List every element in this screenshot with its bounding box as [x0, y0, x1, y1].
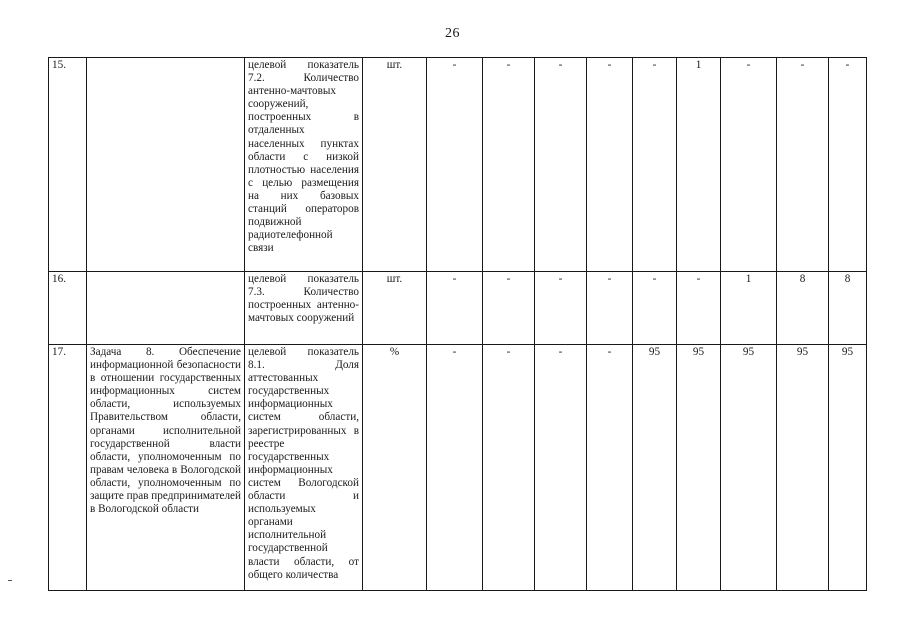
unit-cell: %	[363, 345, 427, 591]
value-cell: -	[587, 272, 633, 345]
value-cell: -	[483, 58, 535, 272]
value-cell: -	[535, 58, 587, 272]
value-cell: 95	[721, 345, 777, 591]
value-cell: -	[633, 58, 677, 272]
value-cell: -	[829, 58, 867, 272]
value-cell: -	[483, 345, 535, 591]
value-cell: -	[535, 345, 587, 591]
value-cell: 95	[777, 345, 829, 591]
page-number: 26	[445, 26, 460, 41]
table-row	[49, 345, 867, 591]
table-row	[49, 272, 867, 345]
value-cell: -	[535, 272, 587, 345]
indicator-cell: целевой показатель 7.3. Количество построенных антенно-мачтовых сооружений	[245, 272, 363, 345]
value-cell: -	[633, 272, 677, 345]
value-cell: -	[427, 345, 483, 591]
value-cell: 1	[721, 272, 777, 345]
margin-mark	[8, 580, 12, 581]
value-cell: -	[587, 58, 633, 272]
indicator-cell: целевой показатель 8.1. Доля аттестованных государственных информационных систем области, зарегистрированных в реестре государственных информационных систем Вологодской области и используемых органами исполнительной государственной власти области, от общего количества	[245, 345, 363, 591]
value-cell: -	[721, 58, 777, 272]
task-cell	[87, 272, 245, 345]
indicators-table	[48, 57, 867, 591]
indicator-cell: целевой показатель 7.2. Количество антенно-мачтовых сооружений, построенных в отдаленных населенных пунктах области с низкой плотностью населения с целью размещения на них базовых станций операторов подвижной радиотелефонной связи	[245, 58, 363, 272]
row-number: 15.	[49, 58, 87, 272]
row-number: 16.	[49, 272, 87, 345]
value-cell: -	[427, 272, 483, 345]
task-cell	[87, 58, 245, 272]
value-cell: 1	[677, 58, 721, 272]
value-cell: 95	[829, 345, 867, 591]
value-cell: 95	[677, 345, 721, 591]
task-cell: Задача 8. Обеспечение информационной безопасности в отношении государственных информационных систем области, используемых Правительством области, органами исполнительной государственной власти области, уполномоченным по правам человека в Вологодской области, уполномоченным по защите прав предпринимателей в Вологодской области	[87, 345, 245, 591]
unit-cell: шт.	[363, 58, 427, 272]
value-cell: -	[427, 58, 483, 272]
value-cell: 95	[633, 345, 677, 591]
row-number: 17.	[49, 345, 87, 591]
value-cell: 8	[777, 272, 829, 345]
value-cell: 8	[829, 272, 867, 345]
value-cell: -	[587, 345, 633, 591]
table-row	[49, 58, 867, 272]
unit-cell: шт.	[363, 272, 427, 345]
value-cell: -	[677, 272, 721, 345]
value-cell: -	[483, 272, 535, 345]
value-cell: -	[777, 58, 829, 272]
